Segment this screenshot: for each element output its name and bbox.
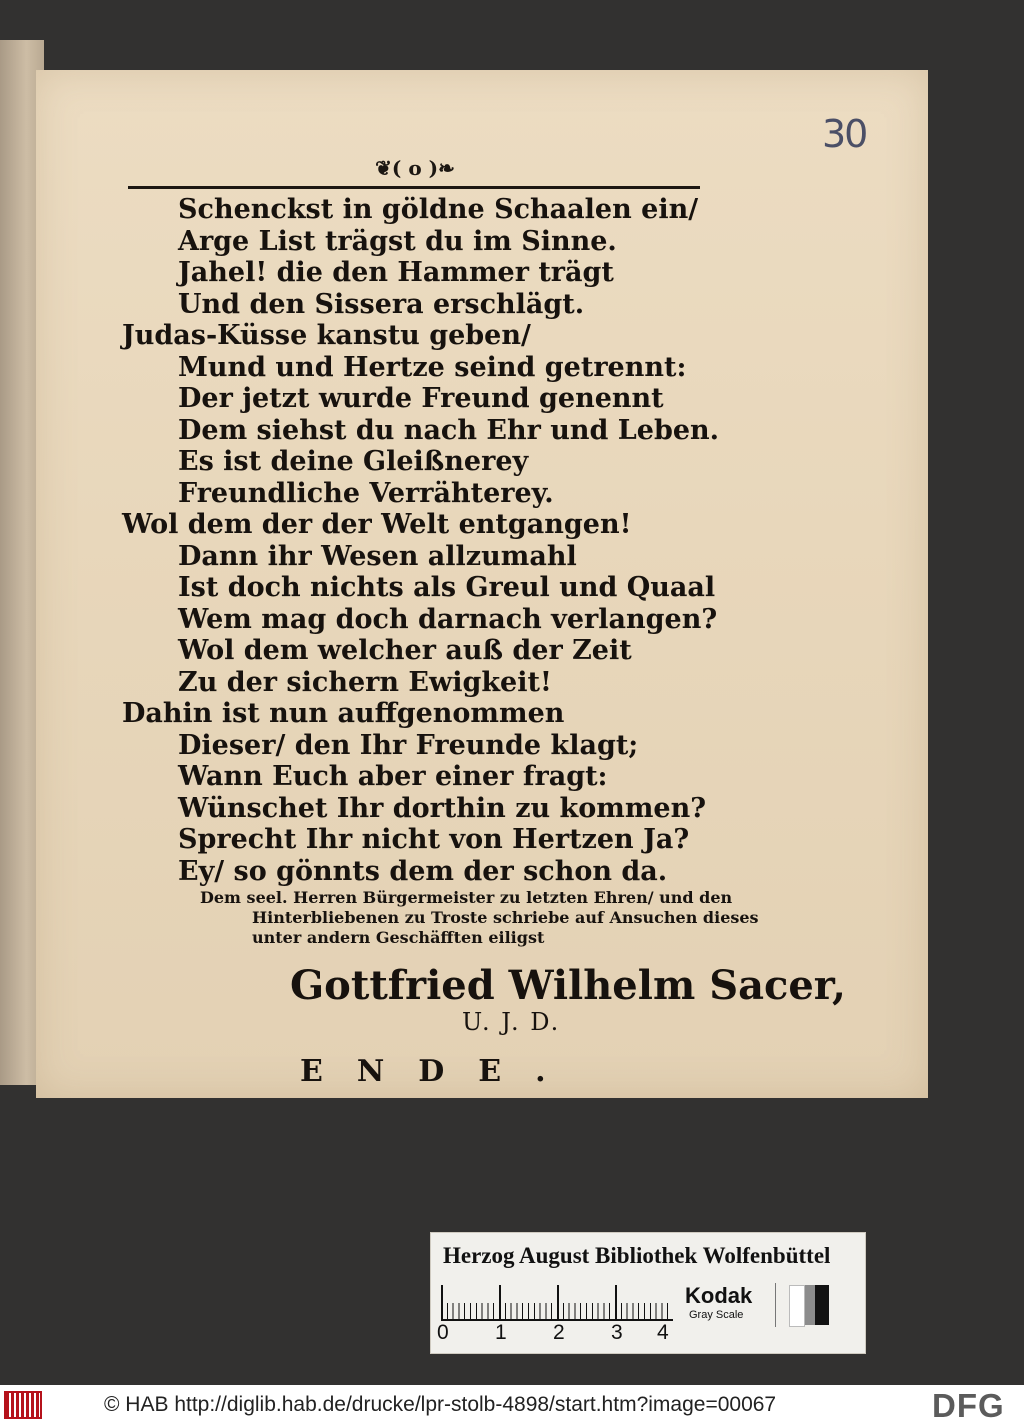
ende-text: ENDE.: [300, 1054, 580, 1089]
scale-ruler-major-ticks: [441, 1285, 673, 1319]
poem-line: Dem siehst du nach Ehr und Leben.: [178, 414, 720, 446]
poem-line: Sprecht Ihr nicht von Hertzen Ja?: [178, 824, 690, 855]
poem-line: Wünschet Ihr dorthin zu kommen?: [178, 792, 707, 824]
poem-line: Wol dem welcher auß der Zeit: [178, 635, 632, 666]
poem-line: Mund und Hertze seind getrennt:: [178, 351, 687, 383]
source-url[interactable]: © HAB http://diglib.hab.de/drucke/lpr-stolb-4898/start.htm?image=00067: [104, 1393, 777, 1416]
poem-line: Dann ihr Wesen allzumahl: [178, 540, 577, 572]
poem-line: Und den Sissera erschlägt.: [178, 288, 585, 320]
poem-text: [122, 194, 822, 887]
poem-line: Arge List trägst du im Sinne.: [178, 225, 617, 257]
ruler-number: 2: [553, 1321, 565, 1344]
header-rule: [128, 186, 700, 189]
poem-line: Der jetzt wurde Freund genennt: [178, 383, 664, 414]
poem-line: Zu der sichern Ewigkeit!: [178, 666, 552, 698]
dedication-line: Hinterbliebenen zu Troste schriebe auf Ansuchen dieses: [252, 908, 759, 927]
dfg-logo: DFG: [932, 1387, 1005, 1424]
poem-line: Jahel! die den Hammer trägt: [178, 257, 614, 288]
author-name: Gottfried Wilhelm Sacer,: [290, 962, 846, 1009]
poem-line: Ey/ so gönnts dem der schon da.: [178, 855, 668, 887]
author-degree: U. J. D.: [462, 1008, 561, 1036]
divider: [775, 1283, 776, 1327]
poem-line: Schenckst in göldne Schaalen ein/: [178, 194, 699, 225]
library-name: Herzog August Bibliothek Wolfenbüttel: [443, 1243, 831, 1268]
gray-patch: [805, 1285, 815, 1325]
folio-number: 30: [822, 112, 867, 156]
poem-line: Ist doch nichts als Greul und Quaal: [178, 572, 716, 603]
dedication-line: Dem seel. Herren Bürgermeister zu letzten Ehren/ und den: [200, 888, 733, 907]
poem-line: Dahin ist nun auffgenommen: [122, 698, 565, 729]
white-patch: [789, 1285, 805, 1327]
ruler-number: 4: [657, 1321, 669, 1344]
poem-line: Freundliche Verrähterey.: [178, 477, 554, 509]
gray-scale-label: Gray Scale: [689, 1309, 744, 1321]
footer-bar: [0, 1385, 1024, 1425]
poem-line: Es ist deine Gleißnerey: [178, 446, 529, 477]
dedication: [200, 888, 759, 948]
poem-line: Wann Euch aber einer fragt:: [178, 761, 608, 792]
poem-line: Judas-Küsse kanstu geben/: [122, 320, 531, 351]
kodak-logo: Kodak: [685, 1283, 753, 1308]
header-ornament: ❦( o )❧: [375, 156, 455, 180]
ruler-number: 3: [611, 1321, 623, 1344]
dedication-line: unter andern Geschäfften eiligst: [252, 928, 545, 947]
poem-line: Wem mag doch darnach verlangen?: [178, 603, 718, 635]
ruler-number: 1: [495, 1321, 507, 1344]
black-patch: [815, 1285, 829, 1325]
library-color-card: [430, 1232, 866, 1354]
ruler-number: 0: [437, 1321, 449, 1344]
poem-line: Wol dem der der Welt entgangen!: [122, 509, 632, 540]
poem-line: Dieser/ den Ihr Freunde klagt;: [178, 729, 639, 761]
library-logo-icon: [4, 1391, 42, 1419]
scale-ruler-numbers: [435, 1321, 695, 1347]
